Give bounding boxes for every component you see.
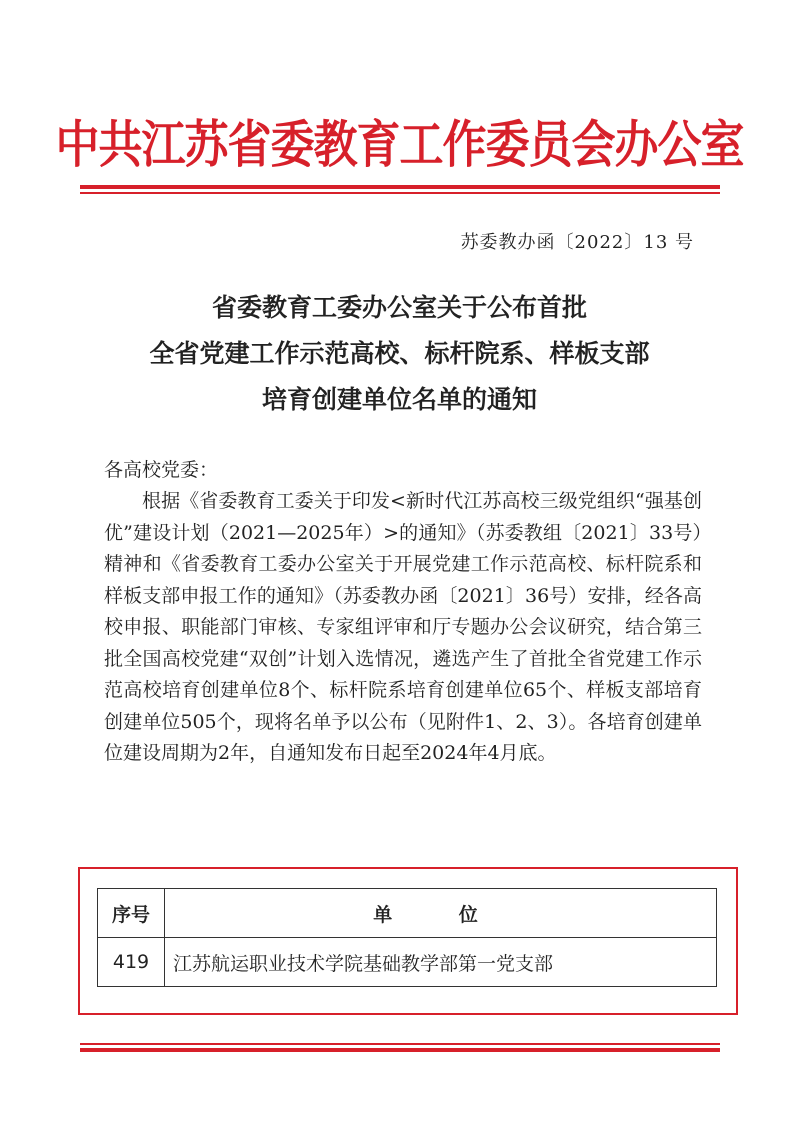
footer-rule-thick — [80, 1048, 720, 1052]
row-number: 419 — [98, 938, 165, 987]
unit-table — [97, 888, 717, 987]
table-header-row — [98, 889, 717, 938]
salutation: 各高校党委： — [104, 459, 219, 481]
body-paragraph: 根据《省委教育工委关于印发<新时代江苏高校三级党组织“强基创优”建设计划（2021—2025年）>的通知》（苏委教组〔2021〕33号）精神和《省委教育工委办公室关于开展党建工作示范高校、标杆院系和样板支部申报工作的通知》（苏委教办函〔2021〕36号）安排，经各高校申报、职能部门审核、专家组评审和厅专题办公会议研究，结合第三批全国高校党建“双创”计划入选情况，遴选产生了首批全省党建工作示范高校培育创建单位8个、标杆院系培育创建单位65个、样板支部培育创建单位505个，现将名单予以公布（见附件1、2、3）。各培育创建单位建设周期为2年，自通知发布日起至2024年4月底。 — [104, 490, 702, 764]
header-unit: 单 位 — [165, 889, 717, 938]
title-line-3: 培育创建单位名单的通知 — [261, 385, 537, 414]
header-number: 序号 — [98, 889, 165, 938]
organization-masthead: 中共江苏省委教育工作委员会办公室 — [55, 115, 744, 175]
document-number: 苏委教办函〔2022〕13 号 — [460, 232, 694, 253]
masthead-rule-thick — [80, 185, 720, 189]
row-unit: 江苏航运职业技术学院基础教学部第一党支部 — [165, 938, 717, 987]
title-line-1: 省委教育工委办公室关于公布首批 — [211, 293, 587, 322]
footer-rule-thin — [80, 1043, 720, 1045]
table-row — [98, 938, 717, 987]
masthead-rule-thin — [80, 192, 720, 194]
title-line-2: 全省党建工作示范高校、标杆院系、样板支部 — [149, 339, 650, 368]
